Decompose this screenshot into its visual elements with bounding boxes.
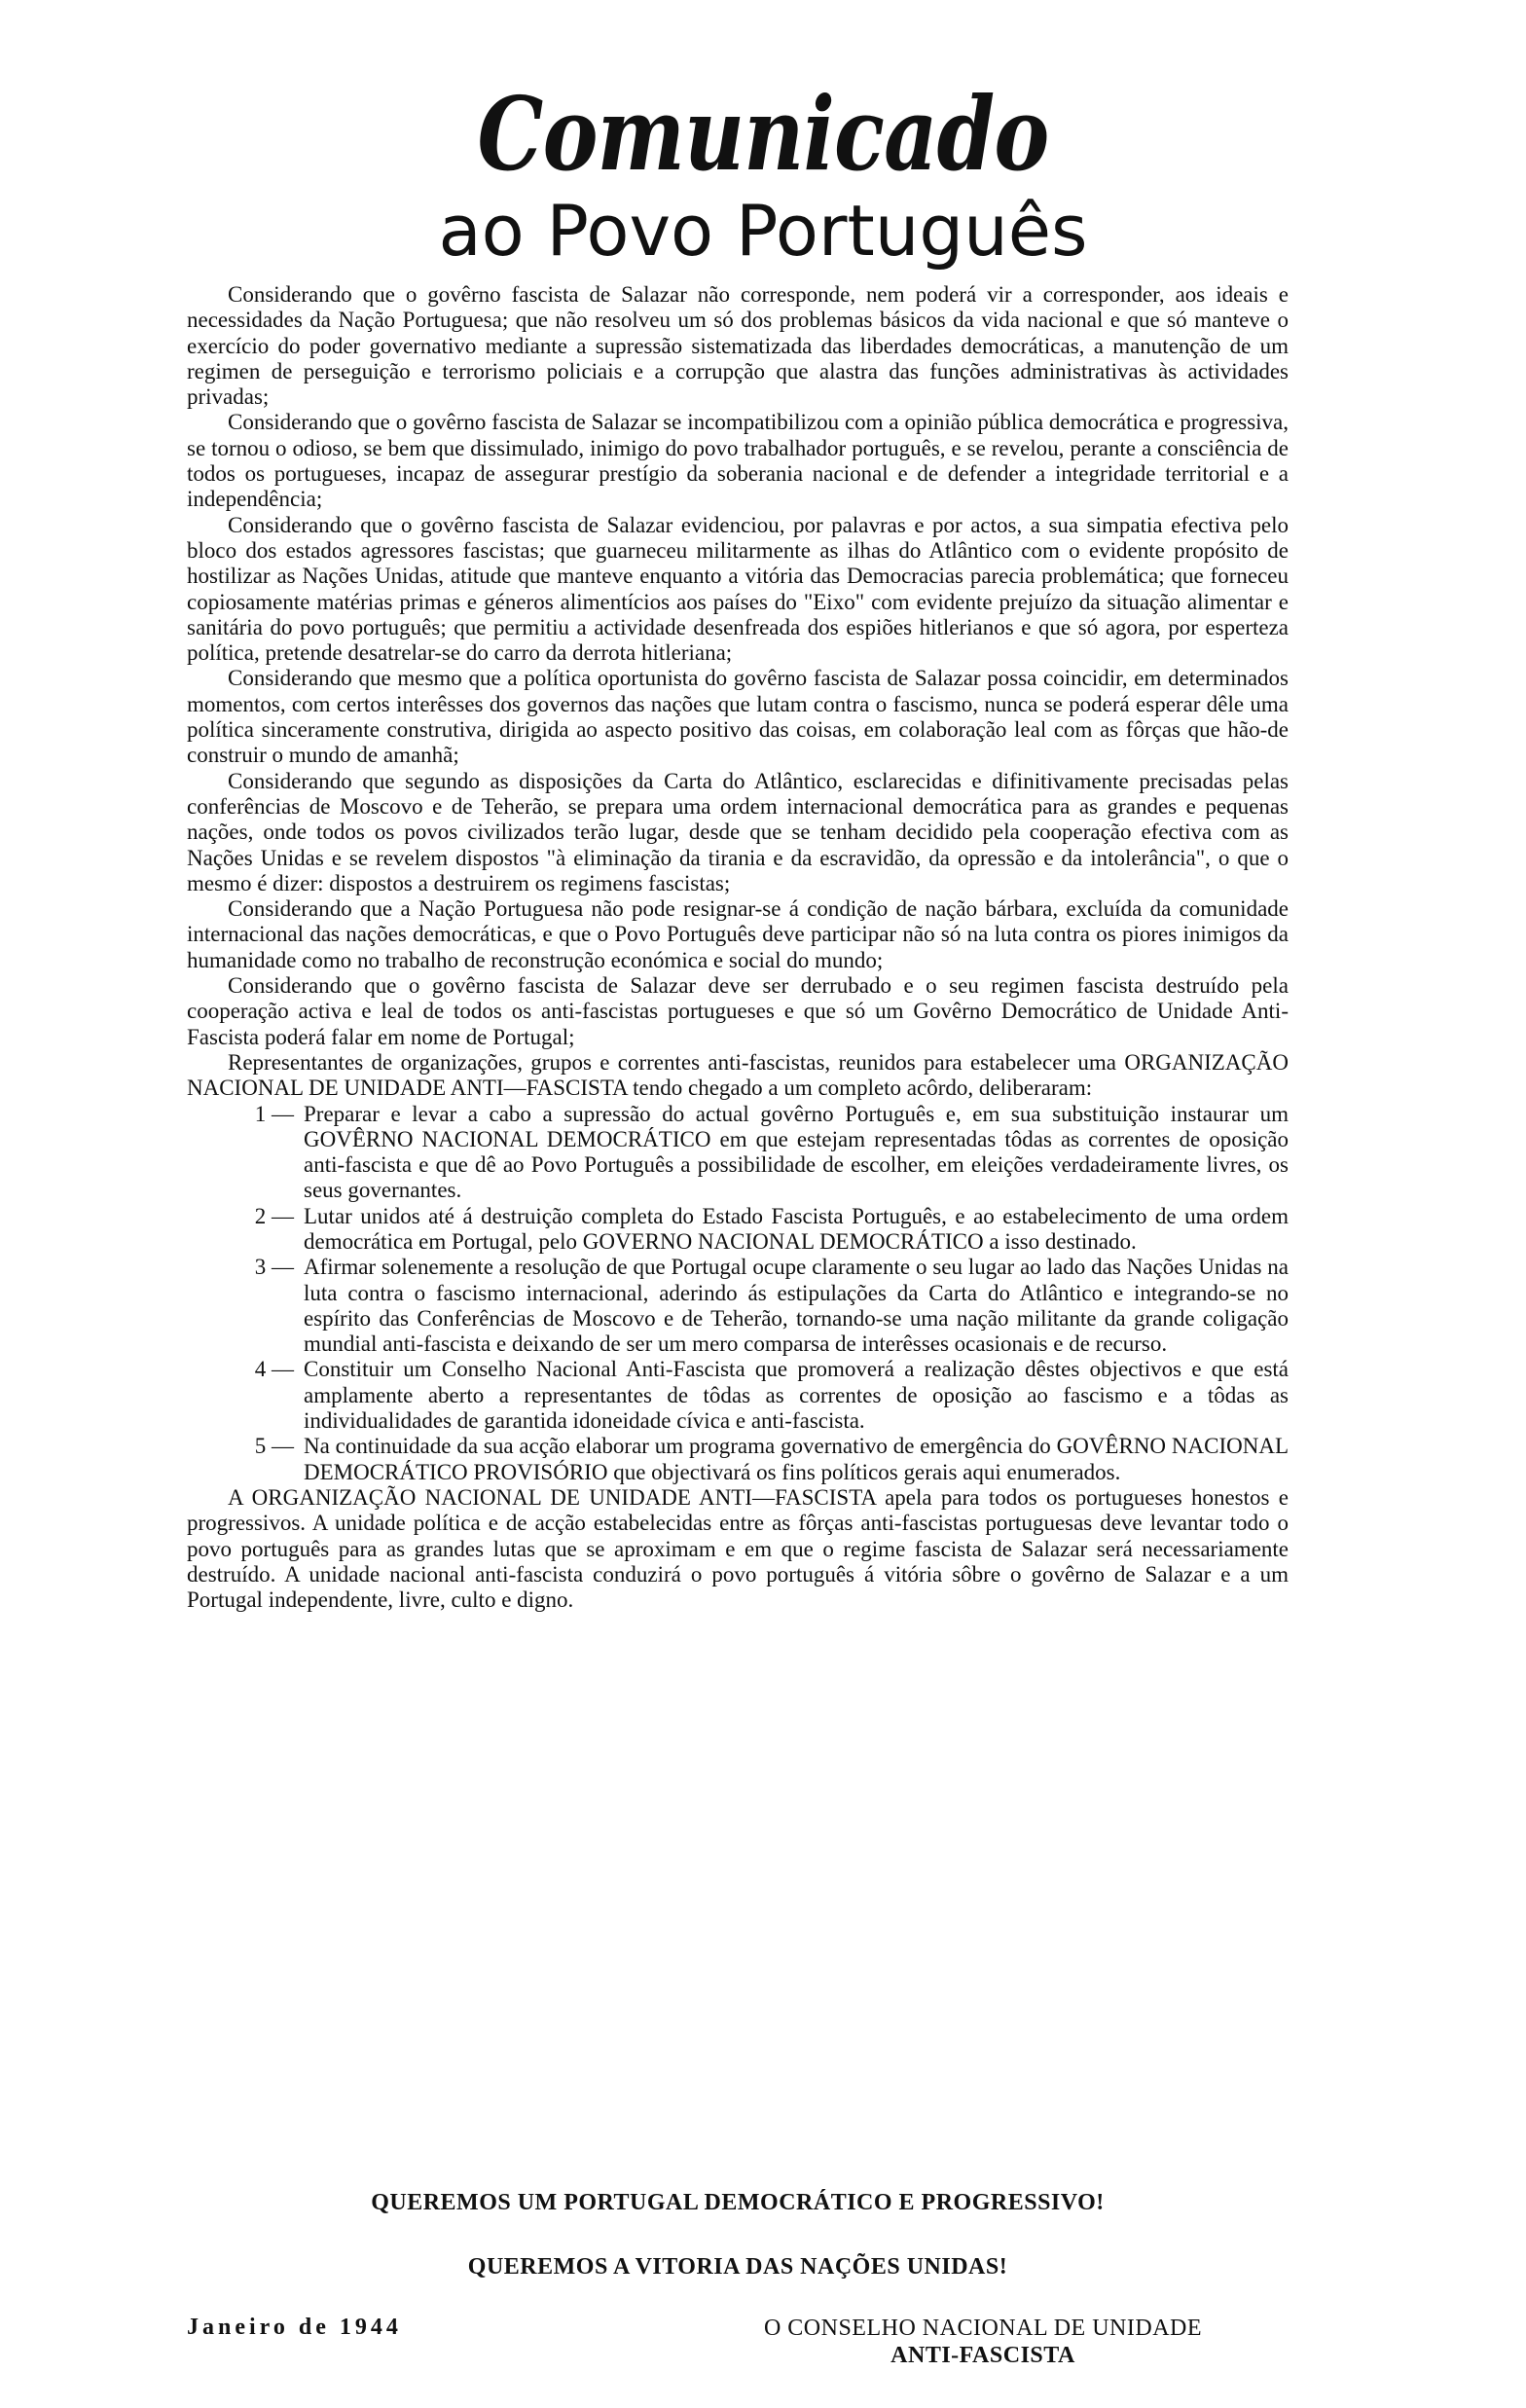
slogan-united-nations: QUEREMOS A VITORIA DAS NAÇÕES UNIDAS! bbox=[467, 2254, 1008, 2280]
resolution-point bbox=[187, 1357, 1289, 1434]
signature-line: ANTI-FASCISTA bbox=[890, 2343, 1075, 2368]
signature bbox=[672, 2315, 1294, 2369]
considerando-paragraph: Considerando que o govêrno fascista de Salazar se incompatibilizou com a opinião pública democrática e progressiva, se tornou o odioso, se bem que dissimulado, inimigo do povo trabalhador português, e se revelou, perante a consciência de todos os portugueses, incapaz de assegurar prestígio da soberania nacional e de defender a integridade territorial e a independência; bbox=[187, 410, 1289, 512]
resolution-point bbox=[187, 1255, 1289, 1357]
considerando-paragraph: Considerando que mesmo que a política oportunista do govêrno fascista de Salazar possa coincidir, em determinados momentos, com certos interêsses dos governos das nações que lutam contra o fascismo, nunca se poderá esperar dêle uma política sinceramente construtiva, dirigida ao aspecto positivo das coisas, em colaboração leal com as fôrças que hão-de construir o mundo de amanhã; bbox=[187, 666, 1289, 768]
considerando-paragraph: Considerando que a Nação Portuguesa não pode resignar-se á condição de nação bárbara, excluída da comunidade internacional das nações democráticas, e que o Povo Português deve participar não só na luta contra os piores inimigos da humanidade como no trabalho de reconstrução económica e social do mundo; bbox=[187, 896, 1289, 972]
considerando-paragraph: Considerando que o govêrno fascista de Salazar não corresponde, nem poderá vir a corresponder, aos ideais e necessidades da Nação Portuguesa; que não resolveu um só dos problemas básicos da vida nacional e que só manteve o exercício do poder governativo mediante a supressão sistematizada das liberdades democráticas, a manutenção de um regimen de perseguição e terrorismo policiais e a corrupção que alastra das funções administrativas às actividades privadas; bbox=[187, 282, 1289, 410]
closing-paragraph: A ORGANIZAÇÃO NACIONAL DE UNIDADE ANTI—FASCISTA apela para todos os portugueses honestos e progressivos. A unidade política e de acção estabelecidas entre as fôrças anti-fascistas portuguesas deve levantar todo o povo português para as grandes lutas que se aproximam e em que o regime fascista de Salazar será necessariamente destruído. A unidade nacional anti-fascista conduzirá o povo português á vitória sôbre o govêrno de Salazar e a um Portugal independente, livre, culto e digno. bbox=[187, 1484, 1289, 1613]
point-number: 1 — bbox=[254, 1101, 294, 1126]
signature-line: O CONSELHO NACIONAL DE UNIDADE bbox=[763, 2316, 1203, 2341]
point-number: 2 — bbox=[254, 1203, 294, 1228]
page-subtitle: ao Povo Português bbox=[438, 190, 1088, 272]
considerando-paragraph: Considerando que segundo as disposições da Carta do Atlântico, esclarecidas e difinitivamente precisadas pelas conferências de Moscovo e de Teherão, se prepara uma ordem internacional democrática para as grandes e pequenas nações, onde todos os povos civilizados terão lugar, desde que se tenham decidido pela cooperação efectiva com as Nações Unidas e se revelem dispostos "à eliminação da tirania e da escravidão, da opressão e da intolerância", o que o mesmo é dizer: dispostos a destruirem os regimens fascistas; bbox=[187, 768, 1289, 895]
page-title: Comunicado bbox=[477, 74, 1049, 194]
point-text: Lutar unidos até á destruição completa do Estado Fascista Português, e ao estabelecimento de uma ordem democrática em Portugal, pelo GOVERNO NACIONAL DEMOCRÁTICO a isso destinado. bbox=[304, 1203, 1289, 1254]
point-text: Constituir um Conselho Nacional Anti-Fascista que promoverá a realização dêstes objectivos e que está amplamente aberto a representantes de tôdas as correntes de oposição ao fascismo e a tôdas as individualidades de garantida idoneidade cívica e anti-fascista. bbox=[304, 1357, 1289, 1434]
point-number: 3 — bbox=[254, 1255, 294, 1280]
slogan-democratic-portugal: QUEREMOS UM PORTUGAL DEMOCRÁTICO E PROGRESSIVO! bbox=[371, 2190, 1105, 2215]
point-text: Na continuidade da sua acção elaborar um programa governativo de emergência do GOVÊRNO NACIONAL DEMOCRÁTICO PROVISÓRIO que objectivará os fins políticos gerais aqui enumerados. bbox=[304, 1434, 1289, 1484]
resolution-point bbox=[187, 1204, 1289, 1256]
considerando-paragraph: Considerando que o govêrno fascista de Salazar evidenciou, por palavras e por actos, a sua simpatia efectiva pelo bloco dos estados agressores fascistas; que guarneceu militarmente as ilhas do Atlântico com o evidente propósito de hostilizar as Nações Unidas, atitude que manteve enquanto a vitória das Democracias parecia problemática; que forneceu copiosamente matérias primas e géneros alimentícios aos países do "Eixo" com evidente prejuízo da situação alimentar e sanitária do povo português; que permitiu a actividade desenfreada dos espiões hitlerianos e que só agora, por esperteza política, pretende desatrelar-se do carro da derrota hitleriana; bbox=[187, 512, 1289, 666]
point-text: Afirmar solenemente a resolução de que Portugal ocupe claramente o seu lugar ao lado das Nações Unidas na luta contra o fascismo internacional, aderindo ás estipulações da Carta do Atlântico e integrando-se no espírito das Conferências de Moscovo e de Teherão, tornando-se uma nação militante da grande coligação mundial anti-fascista e deixando de ser um mero comparsa de interêsses ocasionais e de recurso. bbox=[304, 1255, 1289, 1357]
considerando-paragraph: Considerando que o govêrno fascista de Salazar deve ser derrubado e o seu regimen fascista destruído pela cooperação activa e leal de todos os anti-fascistas portugueses e que só um Govêrno Democrático de Unidade Anti-Fascista poderá falar em nome de Portugal; bbox=[187, 973, 1289, 1049]
point-text: Preparar e levar a cabo a supressão do actual govêrno Português e, em sua substituição instaurar um GOVÊRNO NACIONAL DEMOCRÁTICO em que estejam representadas tôdas as correntes de oposição anti-fascista e que dê ao Povo Português a possibilidade de escolher, em eleições verdadeiramente livres, os seus governantes. bbox=[304, 1101, 1289, 1203]
resolution-point bbox=[187, 1102, 1289, 1204]
point-number: 4 — bbox=[254, 1357, 294, 1382]
document-body bbox=[187, 282, 1289, 1613]
resolution-intro: Representantes de organizações, grupos e correntes anti-fascistas, reunidos para estabelecer uma ORGANIZAÇÃO NACIONAL DE UNIDADE ANTI—FASCISTA tendo chegado a um completo acôrdo, deliberaram: bbox=[187, 1049, 1289, 1101]
point-number: 5 — bbox=[254, 1434, 294, 1459]
resolution-point bbox=[187, 1434, 1289, 1485]
issue-date: Janeiro de 1944 bbox=[187, 2315, 402, 2340]
resolution-points bbox=[187, 1102, 1289, 1485]
